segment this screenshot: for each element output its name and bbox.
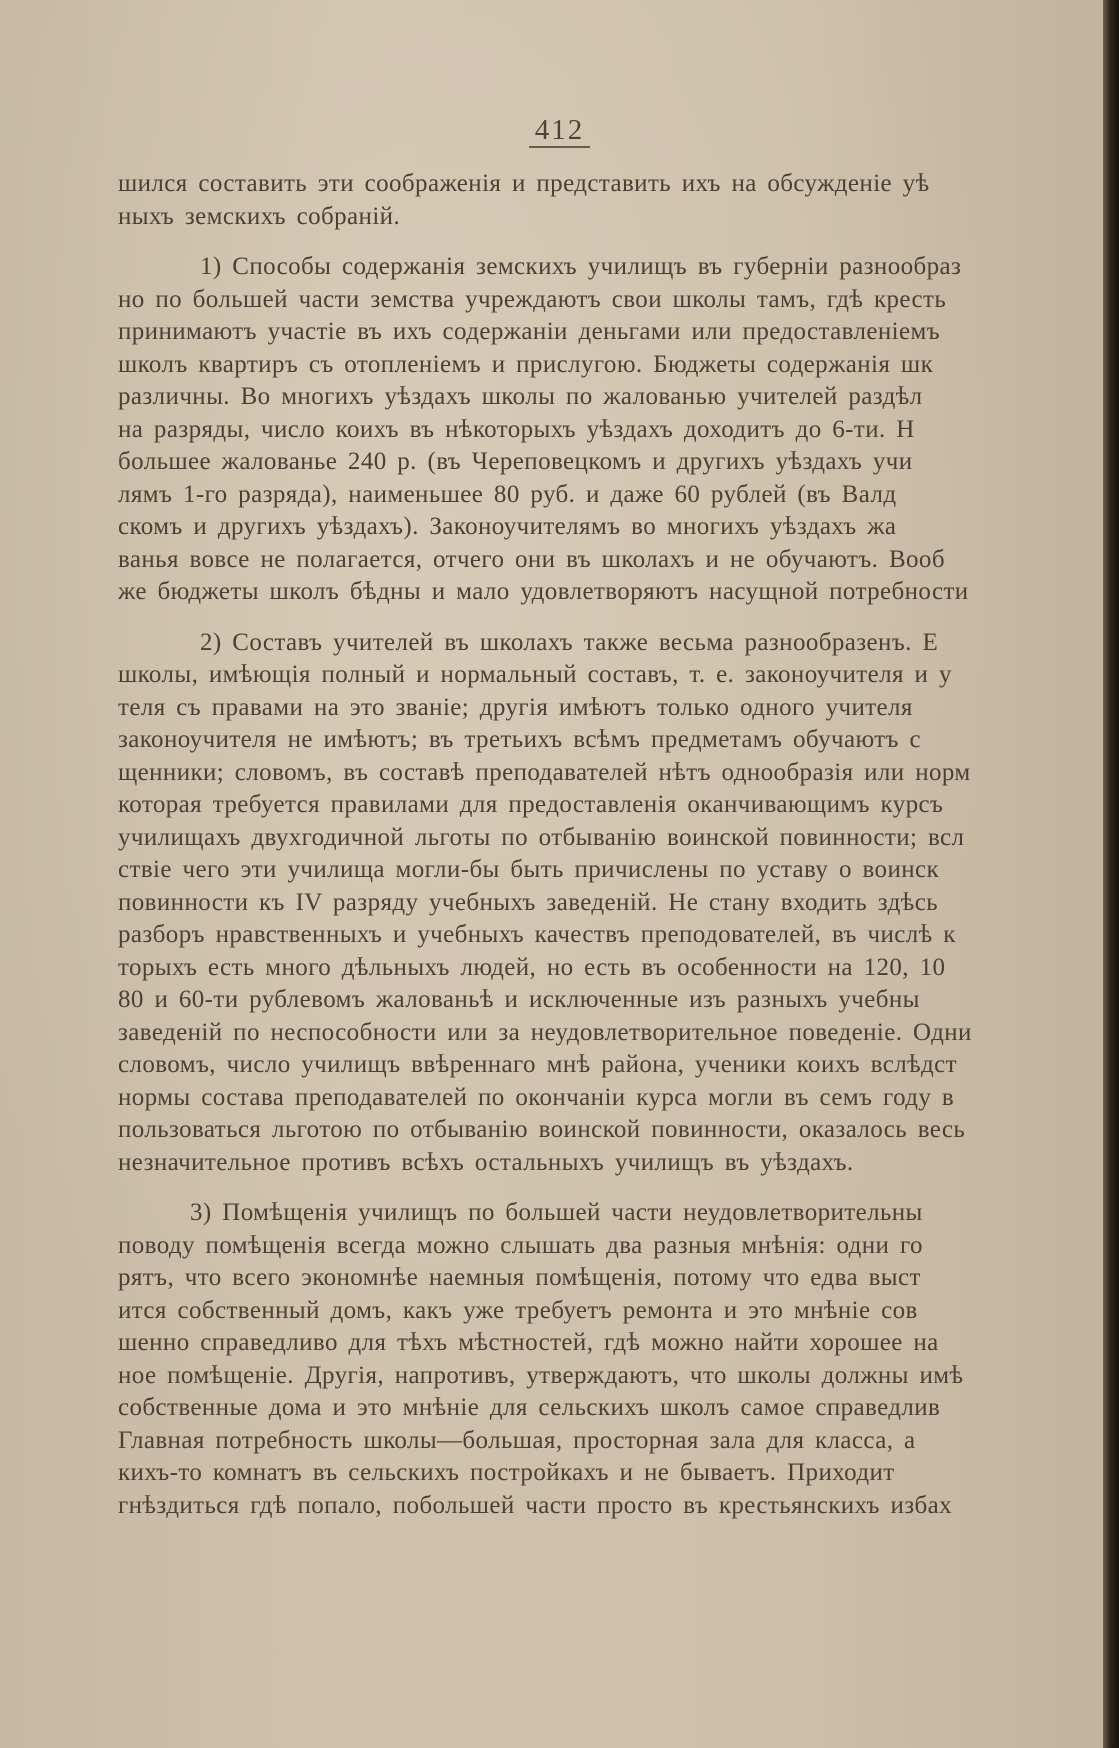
text-line: которая требуется правилами для предоставленія оканчивающимъ курсъ	[118, 791, 944, 818]
text-line: гнѣздиться гдѣ попало, побольшей части просто въ крестьянскихъ избах	[118, 1491, 953, 1519]
text-line: повинности къ IV разряду учебныхъ заведеній. Не стану входить здѣсь	[118, 888, 939, 916]
text-line: лямъ 1-го разряда), наименьшее 80 руб. и даже 60 рублей (въ Валд	[118, 480, 897, 508]
text-line: незначительное противъ всѣхъ остальныхъ училищъ въ уѣздахъ.	[118, 1148, 854, 1176]
text-line: шился составить эти соображенія и представить ихъ на обсужденіе уѣ	[118, 170, 930, 197]
paragraph	[118, 168, 1119, 233]
text-line: ится собственный домъ, какъ уже требуетъ ремонта и это мнѣніе сов	[118, 1296, 918, 1324]
text-line: школы, имѣющія полный и нормальный составъ, т. е. законоучителя и у	[118, 661, 952, 688]
text-line: щенники; словомъ, въ составѣ преподавателей нѣтъ однообразія или норм	[118, 758, 971, 786]
text-line: рятъ, что всего экономнѣе наемныя помѣщенія, потому что едва выст	[118, 1264, 921, 1291]
page-number-text: 412	[529, 114, 591, 148]
text-line: школъ квартиръ съ отопленіемъ и прислугою. Бюджеты содержанія шк	[118, 350, 934, 378]
text-line: поводу помѣщенія всегда можно слышать два разныя мнѣнія: одни го	[118, 1231, 923, 1259]
text-line: ное помѣщеніе. Другія, напротивъ, утверждаютъ, что школы должны имѣ	[118, 1361, 964, 1389]
text-line: скомъ и другихъ уѣздахъ). Законоучителямъ во многихъ уѣздахъ жа	[118, 513, 897, 540]
text-line: законоучителя не имѣютъ; въ третьихъ всѣмъ предметамъ обучаютъ с	[118, 726, 921, 753]
text-line: ствіе чего эти училища могли-бы быть причислены по уставу о воинск	[118, 856, 940, 883]
paragraph	[118, 251, 1119, 609]
text-line: ванья вовсе не полагается, отчего они въ школахъ и не обучаютъ. Вооб	[118, 545, 945, 573]
paragraph	[118, 1197, 1119, 1522]
text-line: кихъ-то комнатъ въ сельскихъ постройкахъ и не бываетъ. Приходит	[118, 1459, 895, 1486]
text-line: пользоваться льготою по отбыванію воинской повинности, оказалось весь	[118, 1116, 966, 1143]
text-line: 80 и 60-ти рублевомъ жалованьѣ и исключенные изъ разныхъ учебны	[118, 986, 920, 1013]
text-line: на разряды, число коихъ въ нѣкоторыхъ уѣздахъ доходитъ до 6-ти. Н	[118, 415, 915, 443]
text-line: большее жалованье 240 р. (въ Череповецкомъ и другихъ уѣздахъ учи	[118, 448, 913, 475]
text-line: 3) Помѣщенія училищъ по большей части неудовлетворительны	[190, 1199, 923, 1226]
text-line: 1) Способы содержанія земскихъ училищъ въ губерніи разнообраз	[200, 253, 962, 280]
body-text	[118, 168, 1119, 1522]
text-line: Главная потребность школы—большая, просторная зала для класса, а	[118, 1426, 916, 1454]
text-line: разборъ нравственныхъ и учебныхъ качествъ преподователей, въ числѣ к	[118, 921, 956, 948]
text-line: училищахъ двухгодичной льготы по отбыванію воинской повинности; всл	[118, 823, 965, 851]
text-line: нормы состава преподавателей по окончаніи курса могли въ семъ году в	[118, 1083, 955, 1111]
text-line: теля съ правами на это званіе; другія имѣютъ только одного учителя	[118, 693, 913, 721]
paragraph-gap	[118, 609, 1119, 627]
text-line: заведеній по неспособности или за неудовлетворительное поведеніе. Одни	[118, 1018, 972, 1046]
text-line: же бюджеты школъ бѣдны и мало удовлетворяютъ насущной потребности	[118, 578, 969, 605]
page-number	[0, 114, 1119, 147]
text-line: торыхъ есть много дѣльныхъ людей, но есть въ особенности на 120, 10	[118, 953, 946, 981]
paragraph-gap	[118, 233, 1119, 251]
text-line: собственные дома и это мнѣніе для сельскихъ школъ самое справедлив	[118, 1394, 941, 1421]
text-line: принимаютъ участіе въ ихъ содержаніи деньгами или предоставленіемъ	[118, 318, 941, 345]
text-line: различны. Во многихъ уѣздахъ школы по жалованью учителей раздѣл	[118, 383, 923, 410]
text-line: но по большей части земства учреждаютъ свои школы тамъ, гдѣ кресть	[118, 285, 947, 313]
text-line: ныхъ земскихъ собраній.	[118, 202, 401, 230]
paragraph-gap	[118, 1179, 1119, 1197]
text-line: шенно справедливо для тѣхъ мѣстностей, гдѣ можно найти хорошее на	[118, 1329, 939, 1356]
text-line: словомъ, число училищъ ввѣреннаго мнѣ района, ученики коихъ вслѣдст	[118, 1051, 957, 1078]
paragraph	[118, 627, 1119, 1180]
text-line: 2) Составъ учителей въ школахъ также весьма разнообразенъ. Е	[200, 628, 939, 656]
